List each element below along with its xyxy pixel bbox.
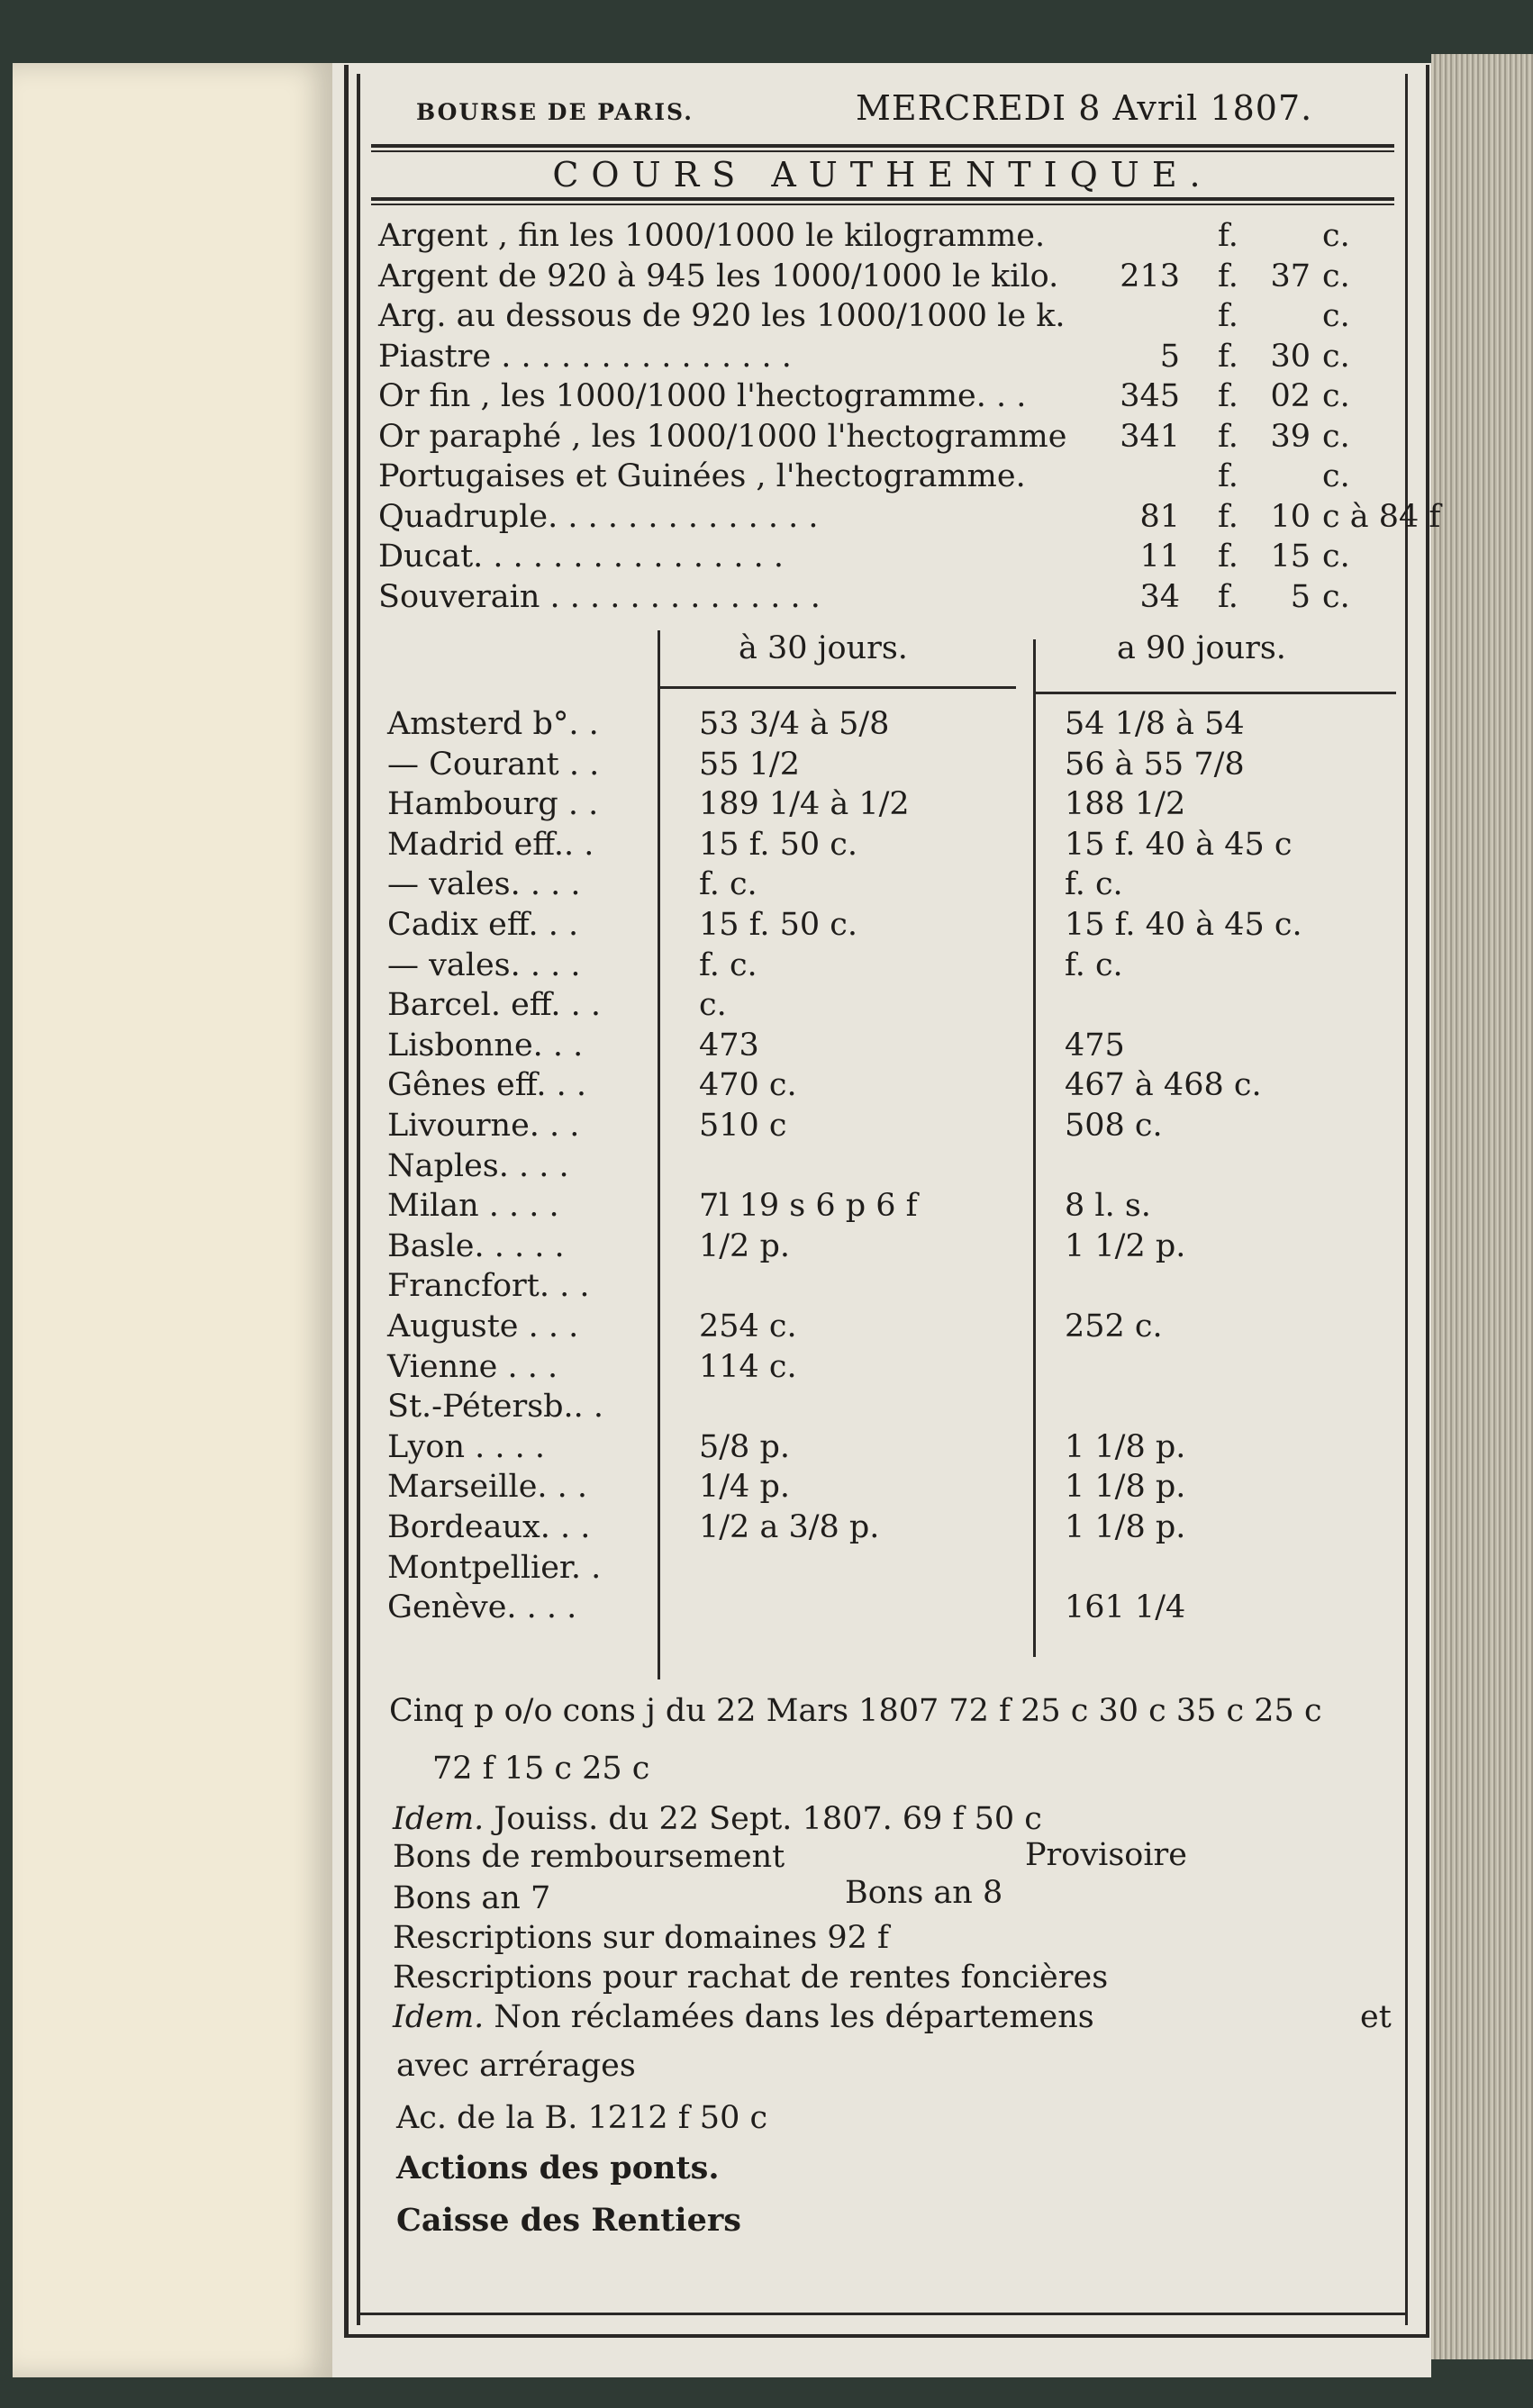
exchange-90-days: 56 à 55 7/8 (1065, 746, 1245, 783)
metal-row-franc-unit: f. (1218, 418, 1238, 455)
et-word: et (1360, 1999, 1392, 2035)
exchange-place: Marseille. . . (387, 1469, 588, 1506)
exchange-30-days: 1/2 a 3/8 p. (699, 1509, 880, 1545)
exchange-90-days: 15 f. 40 à 45 c. (1065, 907, 1302, 943)
exchange-90-days: 1 1/8 p. (1065, 1469, 1186, 1506)
metal-row-label: Ducat. . . . . . . . . . . . . . . . (378, 539, 785, 575)
metal-row-centime-unit: c. (1322, 338, 1350, 375)
exchange-place: Lisbonne. . . (387, 1027, 584, 1064)
metal-row-centimes: 15 (1270, 539, 1311, 575)
exchange-place: Francfort. . . (387, 1268, 590, 1305)
avec-arrerages: avec arrérages (396, 2048, 636, 2084)
metal-row-centime-unit: c. (1322, 539, 1350, 575)
table-left-rule (658, 630, 660, 1679)
title-rule-thin (371, 204, 1394, 205)
metal-row-franc-unit: f. (1218, 298, 1238, 334)
metal-row-centime-unit: c. (1322, 578, 1350, 615)
metal-row-centimes: 37 (1270, 258, 1311, 294)
metal-row-francs: 213 (1120, 258, 1180, 294)
idem-non-reclamees (393, 1997, 1094, 2037)
exchange-90-days: 508 c. (1065, 1108, 1163, 1144)
exchange-place: — vales. . . . (387, 866, 581, 903)
exchange-90-days: 8 l. s. (1065, 1188, 1151, 1225)
exchange-place: Hambourg . . (387, 786, 599, 823)
metal-row-francs: 5 (1159, 338, 1180, 375)
bons-remboursement: Bons de remboursement (393, 1839, 785, 1875)
exchange-90-days: 15 f. 40 à 45 c (1065, 826, 1293, 863)
exchange-place: Barcel. eff. . . (387, 987, 602, 1024)
col-head-90: a 90 jours. (1117, 630, 1286, 666)
caisse-des-rentiers: Caisse des Rentiers (396, 2202, 742, 2239)
exchange-90-days: 1 1/8 p. (1065, 1428, 1186, 1465)
exchange-30-days: 254 c. (699, 1308, 797, 1344)
col-head-30: à 30 jours. (739, 630, 908, 666)
header-rule-thin (371, 150, 1394, 152)
metal-row-franc-unit: f. (1218, 498, 1238, 535)
exchange-30-days: 1/2 p. (699, 1227, 790, 1264)
exchange-30-days: 15 f. 50 c. (699, 907, 858, 943)
facing-blank-page (13, 63, 332, 2377)
metal-row-franc-unit: f. (1218, 338, 1238, 375)
exchange-30-days: 470 c. (699, 1067, 797, 1104)
exchange-place: Genève. . . . (387, 1589, 577, 1626)
metal-row-franc-unit: f. (1218, 218, 1238, 254)
exchange-30-days: 189 1/4 à 1/2 (699, 786, 910, 823)
exchange-90-days: 1 1/2 p. (1065, 1227, 1186, 1264)
idem-jouissance (393, 1799, 1042, 1839)
idem-text: Jouiss. du 22 Sept. 1807. 69 f 50 c (494, 1801, 1042, 1837)
exchange-place: Naples. . . . (387, 1147, 569, 1184)
book-page-edges (1431, 54, 1533, 2359)
exchange-30-days: c. (699, 987, 727, 1024)
exchange-30-days: 55 1/2 (699, 746, 800, 783)
bons-an-8: Bons an 8 (845, 1875, 1003, 1911)
metal-row-centime-unit: c. (1322, 218, 1350, 254)
metal-row-centime-unit: c. (1322, 458, 1350, 494)
col90-underline (1036, 692, 1396, 694)
metal-row-centimes: 39 (1270, 418, 1311, 455)
rescriptions-rachat: Rescriptions pour rachat de rentes foncières (393, 1960, 1109, 1996)
metal-row-franc-unit: f. (1218, 258, 1238, 294)
metal-row-label: Argent de 920 à 945 les 1000/1000 le kilo. (378, 258, 1059, 294)
exchange-place: Vienne . . . (387, 1348, 558, 1385)
actions-banque: Ac. de la B. 1212 f 50 c (396, 2100, 768, 2136)
col30-underline (660, 686, 1016, 689)
metal-row-franc-unit: f. (1218, 378, 1238, 414)
exchange-90-days: 161 1/4 (1065, 1589, 1186, 1626)
metal-row-francs: 34 (1139, 578, 1180, 615)
exchange-90-days: 467 à 468 c. (1065, 1067, 1262, 1104)
metal-row-centime-unit: c. (1322, 258, 1350, 294)
exchange-30-days: 15 f. 50 c. (699, 826, 858, 863)
actions-des-ponts: Actions des ponts. (396, 2150, 720, 2186)
cinq-pour-cent-line1: Cinq p o/o cons j du 22 Mars 1807 72 f 25 c 30 c 35 c 25 c (389, 1693, 1322, 1729)
metal-row-franc-unit: f. (1218, 539, 1238, 575)
metal-row-label: Piastre . . . . . . . . . . . . . . . (378, 338, 792, 375)
metal-row-centimes: 30 (1270, 338, 1311, 375)
exchange-90-days: 1 1/8 p. (1065, 1509, 1186, 1545)
idem2-label: Idem. (393, 1999, 485, 2035)
metal-row-francs: 341 (1120, 418, 1180, 455)
bons-an-7: Bons an 7 (393, 1880, 551, 1916)
exchange-place: Montpellier. . (387, 1549, 602, 1586)
exchange-place: Auguste . . . (387, 1308, 579, 1344)
exchange-30-days: 7l 19 s 6 p 6 f (699, 1188, 918, 1225)
metal-row-label: Portugaises et Guinées , l'hectogramme. (378, 458, 1026, 494)
metal-row-label: Or fin , les 1000/1000 l'hectogramme. . . (378, 378, 1027, 414)
rescriptions-domaines: Rescriptions sur domaines 92 f (393, 1920, 889, 1956)
exchange-place: Lyon . . . . (387, 1428, 546, 1465)
exchange-30-days: 510 c (699, 1108, 787, 1144)
exchange-place: Livourne. . . (387, 1108, 580, 1144)
exchange-30-days: 53 3/4 à 5/8 (699, 706, 890, 742)
frame-right-rule (1405, 74, 1408, 2325)
metal-row-centime-unit: c. (1322, 418, 1350, 455)
frame-bottom-rule (357, 2313, 1408, 2315)
metal-row-label: Quadruple. . . . . . . . . . . . . . (378, 498, 819, 535)
metal-row-franc-unit: f. (1218, 458, 1238, 494)
exchange-place: Amsterd b°. . (387, 706, 599, 742)
exchange-place: — Courant . . (387, 746, 600, 783)
metal-row-francs: 11 (1139, 539, 1180, 575)
title-rule (371, 197, 1394, 201)
exchange-place: Cadix eff. . . (387, 907, 579, 943)
metal-row-centime-unit: c. (1322, 298, 1350, 334)
exchange-place: Basle. . . . . (387, 1227, 565, 1264)
table-middle-rule (1033, 639, 1036, 1657)
metal-row-centimes: 5 (1290, 578, 1311, 615)
metal-row-label: Or paraphé , les 1000/1000 l'hectogramme (378, 418, 1067, 455)
metal-row-label: Argent , fin les 1000/1000 le kilogramme. (378, 218, 1046, 254)
exchange-90-days: 54 1/8 à 54 (1065, 706, 1245, 742)
exchange-30-days: 1/4 p. (699, 1469, 790, 1506)
exchange-30-days: f. c. (699, 866, 757, 903)
metal-row-centime-unit: c à 84 f (1322, 498, 1441, 535)
metal-row-centimes: 02 (1270, 378, 1311, 414)
header-bourse: BOURSE DE PARIS. (416, 99, 694, 125)
metal-row-label: Arg. au dessous de 920 les 1000/1000 le k. (378, 298, 1066, 334)
metal-row-francs: 345 (1120, 378, 1180, 414)
exchange-place: — vales. . . . (387, 946, 581, 983)
header-date: MERCREDI 8 Avril 1807. (856, 88, 1313, 128)
exchange-90-days: 252 c. (1065, 1308, 1163, 1344)
exchange-30-days: f. c. (699, 946, 757, 983)
metal-row-centimes: 10 (1270, 498, 1311, 535)
metal-row-francs: 81 (1139, 498, 1180, 535)
provisoire: Provisoire (1025, 1837, 1187, 1873)
cours-title: COURS AUTHENTIQUE. (552, 155, 1213, 195)
idem2-text: Non réclamées dans les départemens (494, 1999, 1094, 2035)
metal-row-franc-unit: f. (1218, 578, 1238, 615)
exchange-place: Gênes eff. . . (387, 1067, 586, 1104)
metal-row-centime-unit: c. (1322, 378, 1350, 414)
exchange-30-days: 473 (699, 1027, 759, 1064)
exchange-30-days: 114 c. (699, 1348, 797, 1385)
exchange-90-days: 188 1/2 (1065, 786, 1186, 823)
exchange-place: Bordeaux. . . (387, 1509, 591, 1545)
exchange-place: Madrid eff.. . (387, 826, 594, 863)
exchange-place: St.-Pétersb.. . (387, 1389, 604, 1426)
header-rule (371, 144, 1394, 148)
exchange-30-days: 5/8 p. (699, 1428, 790, 1465)
exchange-place: Milan . . . . (387, 1188, 559, 1225)
exchange-90-days: f. c. (1065, 866, 1123, 903)
cinq-pour-cent-line2: 72 f 15 c 25 c (432, 1751, 650, 1787)
metal-row-label: Souverain . . . . . . . . . . . . . . (378, 578, 821, 615)
frame-left-rule (357, 74, 360, 2325)
exchange-90-days: f. c. (1065, 946, 1123, 983)
idem-label: Idem. (393, 1801, 485, 1837)
exchange-90-days: 475 (1065, 1027, 1125, 1064)
